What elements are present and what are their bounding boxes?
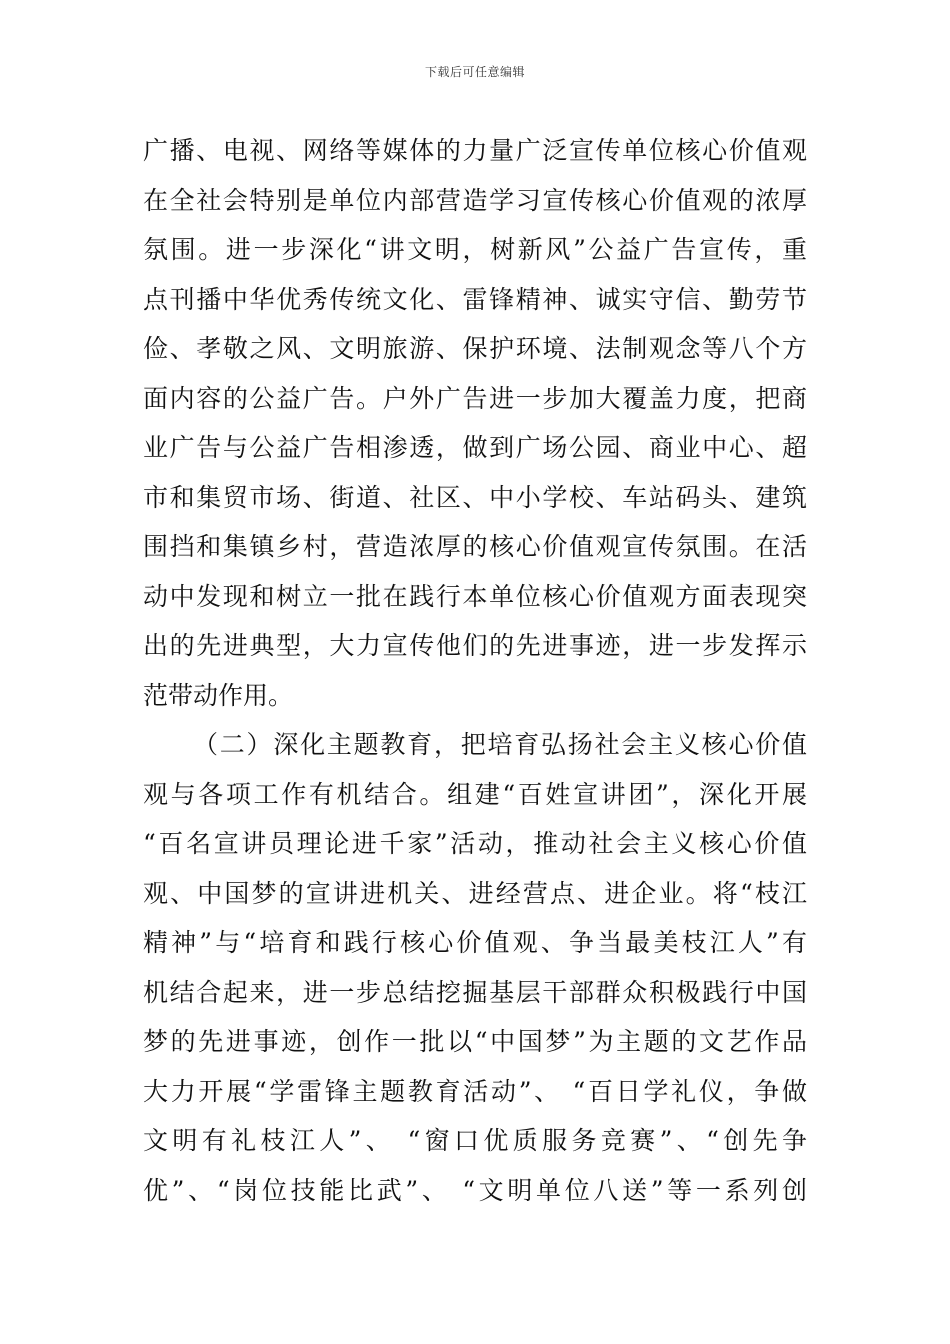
text-line: 观与各项工作有机结合。组建“百姓宣讲团”，深化开展: [143, 779, 807, 809]
text-line: 俭、孝敬之风、文明旅游、保护环境、法制观念等八个方: [143, 334, 807, 363]
text-line: 氛围。进一步深化“讲文明，树新风”公益广告宣传，重: [143, 235, 807, 264]
text-line: 精神”与“培育和践行核心价值观、争当最美枝江人”有: [143, 928, 807, 957]
text-line: 面内容的公益广告。户外广告进一步加大覆盖力度，把商: [143, 383, 807, 413]
text-line: 文明有礼枝江人”、 “窗口优质服务竞赛”、“创先争: [143, 1126, 807, 1155]
text-line: “百名宣讲员理论进千家”活动，推动社会主义核心价值: [143, 829, 807, 858]
text-line: （二）深化主题教育，把培育弘扬社会主义核心价值: [193, 730, 807, 759]
document-body: [143, 126, 807, 1215]
paragraph: [143, 720, 807, 1215]
text-line: 观、中国梦的宣讲进机关、进经营点、进企业。将“枝江: [143, 878, 807, 908]
text-line: 点刊播中华优秀传统文化、雷锋精神、诚实守信、勤劳节: [143, 284, 807, 314]
text-line: 机结合起来，进一步总结挖掘基层干部群众积极践行中国: [143, 977, 807, 1007]
text-line: 动中发现和树立一批在践行本单位核心价值观方面表现突: [143, 581, 807, 611]
text-line: 大力开展“学雷锋主题教育活动”、 “百日学礼仪，争做: [143, 1076, 807, 1106]
text-line: 在全社会特别是单位内部营造学习宣传核心价值观的浓厚: [143, 185, 807, 215]
text-line: 业广告与公益广告相渗透，做到广场公园、商业中心、超: [143, 433, 807, 462]
text-line: 范带动作用。: [143, 680, 294, 710]
text-line: 市和集贸市场、街道、社区、中小学校、车站码头、建筑: [143, 482, 807, 512]
text-line: 广播、电视、网络等媒体的力量广泛宣传单位核心价值观: [143, 136, 807, 165]
text-line: 优”、“岗位技能比武”、 “文明单位八送”等一系列创: [143, 1175, 807, 1205]
paragraph: [143, 126, 807, 720]
text-line: 出的先进典型，大力宣传他们的先进事迹，进一步发挥示: [143, 631, 807, 660]
page-header-note: 下载后可任意编辑: [424, 65, 525, 79]
text-line: 围挡和集镇乡村，营造浓厚的核心价值观宣传氛围。在活: [143, 532, 807, 561]
text-line: 梦的先进事迹，创作一批以“中国梦”为主题的文艺作品: [143, 1027, 807, 1056]
